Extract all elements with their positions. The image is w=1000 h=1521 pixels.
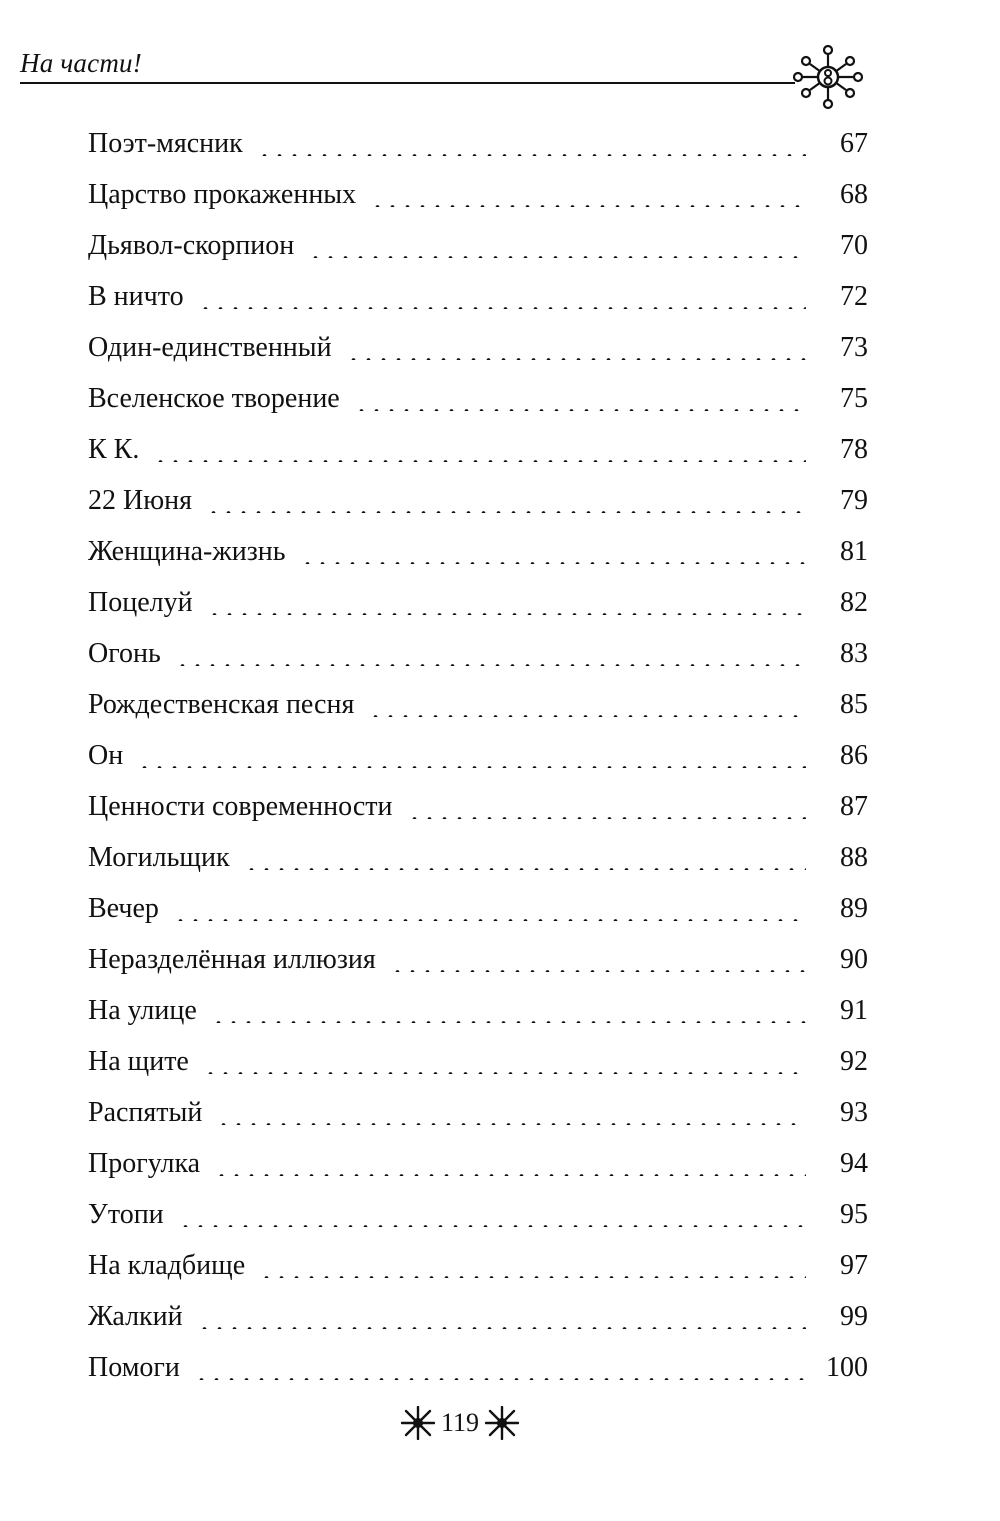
toc-entry-title: Неразделённая иллюзия bbox=[88, 943, 376, 975]
toc-entry-title: В ничто bbox=[88, 280, 184, 312]
dot-leader bbox=[178, 1199, 806, 1227]
toc-entry-page: 68 bbox=[840, 178, 868, 210]
toc-entry bbox=[88, 1342, 868, 1393]
toc-entry bbox=[88, 1189, 868, 1240]
toc-entry-page: 78 bbox=[840, 433, 868, 465]
toc-entry-page: 100 bbox=[826, 1351, 868, 1383]
toc-entry-title: 22 Июня bbox=[88, 484, 193, 516]
star-burst-icon bbox=[401, 1406, 435, 1440]
toc-entry bbox=[88, 373, 868, 424]
toc-entry-title: Женщина-жизнь bbox=[88, 535, 286, 567]
dot-leader bbox=[354, 383, 806, 411]
toc-entry-page: 92 bbox=[840, 1045, 868, 1077]
running-title: На части! bbox=[20, 48, 142, 78]
toc-entry-page: 83 bbox=[840, 637, 868, 669]
toc-entry-page: 72 bbox=[840, 280, 868, 312]
toc-entry-page: 67 bbox=[840, 127, 868, 159]
dot-leader bbox=[346, 332, 806, 360]
toc-entry-title: Вечер bbox=[88, 892, 159, 924]
toc-entry bbox=[88, 781, 868, 832]
toc-entry bbox=[88, 424, 868, 475]
toc-entry-page: 95 bbox=[840, 1198, 868, 1230]
page-header bbox=[20, 30, 870, 110]
toc-entry bbox=[88, 985, 868, 1036]
toc-entry-page: 99 bbox=[840, 1300, 868, 1332]
dot-leader bbox=[153, 434, 806, 462]
toc-entry bbox=[88, 220, 868, 271]
toc-entry-title: Поэт-мясник bbox=[88, 127, 243, 159]
toc-entry-page: 70 bbox=[840, 229, 868, 261]
toc-entry-title: Поцелуй bbox=[88, 586, 193, 618]
toc-entry bbox=[88, 526, 868, 577]
toc-entry-title: Ценности современности bbox=[88, 790, 393, 822]
toc-entry-title: На кладбище bbox=[88, 1249, 246, 1281]
toc-entry bbox=[88, 322, 868, 373]
toc-entry-page: 75 bbox=[840, 382, 868, 414]
dot-leader bbox=[137, 740, 806, 768]
dot-leader bbox=[211, 995, 806, 1023]
toc-entry-title: На щите bbox=[88, 1045, 189, 1077]
page-folio bbox=[395, 1400, 525, 1446]
toc-entry-title: Огонь bbox=[88, 637, 161, 669]
toc-entry bbox=[88, 577, 868, 628]
toc-entry-title: Распятый bbox=[88, 1096, 203, 1128]
dot-leader bbox=[194, 1352, 806, 1380]
toc-entry-title: Вселенское творение bbox=[88, 382, 340, 414]
toc-entry-title: Прогулка bbox=[88, 1147, 201, 1179]
toc-entry bbox=[88, 883, 868, 934]
star-burst-icon bbox=[485, 1406, 519, 1440]
toc-entry-page: 79 bbox=[840, 484, 868, 516]
toc-entry-page: 91 bbox=[840, 994, 868, 1026]
dot-leader bbox=[390, 944, 806, 972]
dot-leader bbox=[207, 587, 806, 615]
dot-leader bbox=[206, 485, 806, 513]
toc-entry-page: 93 bbox=[840, 1096, 868, 1128]
toc-entry bbox=[88, 1240, 868, 1291]
toc-entry bbox=[88, 1087, 868, 1138]
toc-entry-page: 82 bbox=[840, 586, 868, 618]
toc-entry bbox=[88, 832, 868, 883]
toc-entry bbox=[88, 475, 868, 526]
toc-entry-page: 87 bbox=[840, 790, 868, 822]
toc-entry-title: Царство прокаженных bbox=[88, 178, 357, 210]
toc-entry-page: 90 bbox=[840, 943, 868, 975]
toc-entry bbox=[88, 271, 868, 322]
toc-entry-page: 89 bbox=[840, 892, 868, 924]
toc-entry-title: Он bbox=[88, 739, 124, 771]
dot-leader bbox=[216, 1097, 806, 1125]
toc-entry bbox=[88, 169, 868, 220]
dot-leader bbox=[173, 893, 806, 921]
header-rule bbox=[20, 82, 795, 84]
toc-entry-title: Жалкий bbox=[88, 1300, 183, 1332]
dot-leader bbox=[368, 689, 806, 717]
dot-leader bbox=[198, 281, 806, 309]
page-number: 119 bbox=[440, 1408, 480, 1437]
toc-entry-page: 97 bbox=[840, 1249, 868, 1281]
toc-entry-page: 85 bbox=[840, 688, 868, 720]
dot-leader bbox=[259, 1250, 806, 1278]
toc-entry bbox=[88, 1138, 868, 1189]
dot-leader bbox=[308, 230, 806, 258]
toc-entry-title: Один-единственный bbox=[88, 331, 332, 363]
toc-entry-title: Могильщик bbox=[88, 841, 230, 873]
toc-entry bbox=[88, 1291, 868, 1342]
dot-leader bbox=[370, 179, 806, 207]
toc-entry-title: Помоги bbox=[88, 1351, 180, 1383]
dot-leader bbox=[257, 128, 806, 156]
toc-entry bbox=[88, 1036, 868, 1087]
toc-entry-title: Рождественская песня bbox=[88, 688, 355, 720]
toc-entry-title: На улице bbox=[88, 994, 197, 1026]
toc-entry-page: 88 bbox=[840, 841, 868, 873]
snowflake-ornament-icon bbox=[788, 42, 868, 112]
dot-leader bbox=[214, 1148, 806, 1176]
toc-entry-title: Дьявол-скорпион bbox=[88, 229, 295, 261]
toc-entry bbox=[88, 118, 868, 169]
dot-leader bbox=[203, 1046, 806, 1074]
toc-entry-title: Утопи bbox=[88, 1198, 164, 1230]
toc-entry-title: К К. bbox=[88, 433, 140, 465]
toc-entry-page: 86 bbox=[840, 739, 868, 771]
toc-entry bbox=[88, 628, 868, 679]
dot-leader bbox=[175, 638, 806, 666]
toc-entry-page: 73 bbox=[840, 331, 868, 363]
dot-leader bbox=[197, 1301, 806, 1329]
toc-entry bbox=[88, 730, 868, 781]
toc-entry bbox=[88, 679, 868, 730]
toc-entry-page: 94 bbox=[840, 1147, 868, 1179]
dot-leader bbox=[244, 842, 806, 870]
toc-entry bbox=[88, 934, 868, 985]
dot-leader bbox=[407, 791, 807, 819]
toc-entry-page: 81 bbox=[840, 535, 868, 567]
dot-leader bbox=[300, 536, 806, 564]
table-of-contents bbox=[88, 118, 868, 1393]
